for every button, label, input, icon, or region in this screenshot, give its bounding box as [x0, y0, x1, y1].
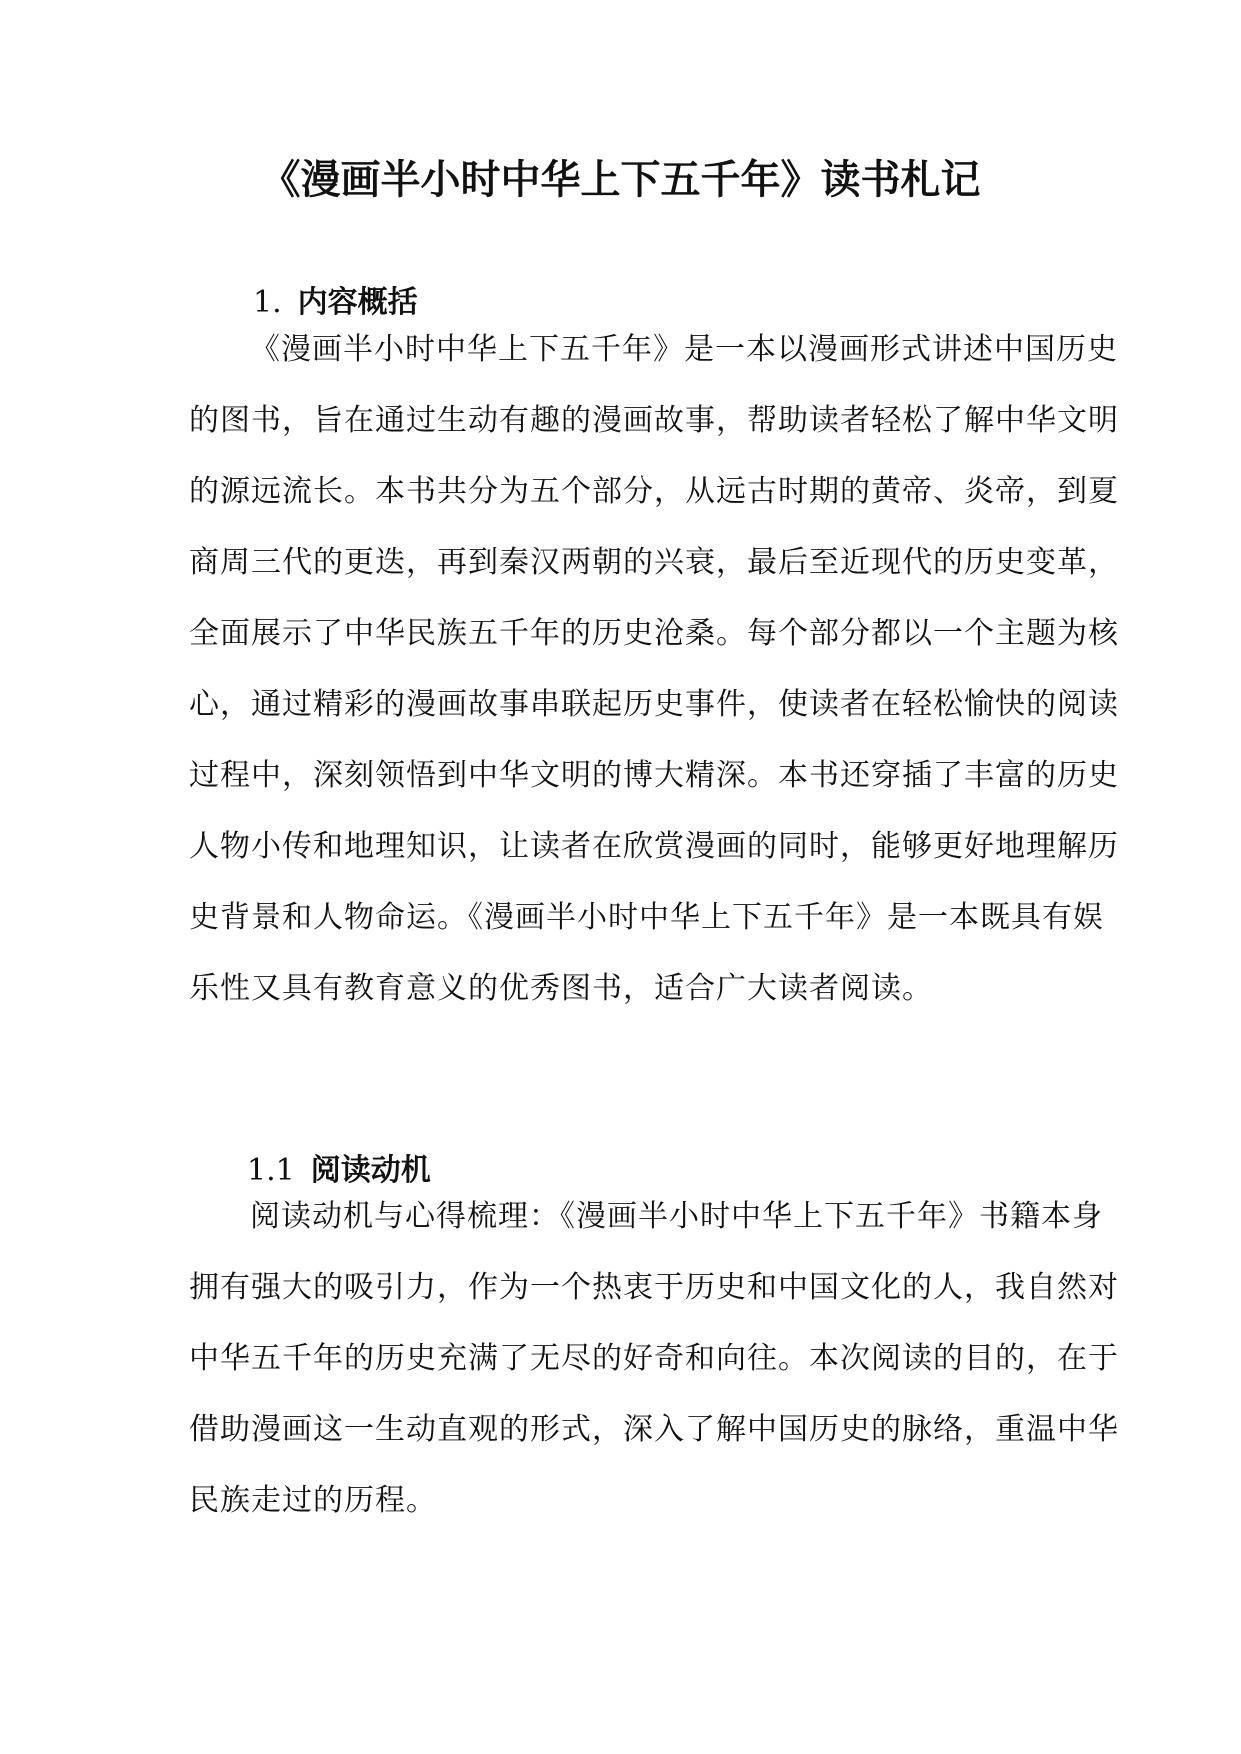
paragraph-line: 阅读动机与心得梳理：《漫画半小时中华上下五千年》书籍本身: [250, 1199, 1103, 1234]
paragraph-line: 全面展示了中华民族五千年的历史沧桑。每个部分都以一个主题为核: [189, 616, 1119, 651]
section-heading-1-1: [247, 1149, 431, 1193]
paragraph-line: 的源远流长。本书共分为五个部分，从远古时期的黄帝、炎帝，到夏: [189, 474, 1119, 509]
paragraph-line: 拥有强大的吸引力，作为一个热衷于历史和中国文化的人，我自然对: [189, 1270, 1119, 1305]
document-title: 《漫画半小时中华上下五千年》读书札记: [260, 156, 981, 203]
section-number: 1.1: [247, 1153, 295, 1188]
section-heading-1: [253, 281, 418, 325]
paragraph-line: 《漫画半小时中华上下五千年》是一本以漫画形式讲述中国历史: [250, 332, 1118, 367]
paragraph-line: 借助漫画这一生动直观的形式，深入了解中国历史的脉络，重温中华: [189, 1412, 1119, 1447]
paragraph-line: 中华五千年的历史充满了无尽的好奇和向往。本次阅读的目的，在于: [189, 1341, 1119, 1376]
paragraph-line: 史背景和人物命运。《漫画半小时中华上下五千年》是一本既具有娱: [189, 900, 1104, 935]
paragraph-line: 民族走过的历程。: [189, 1483, 437, 1518]
paragraph-line: 乐性又具有教育意义的优秀图书，适合广大读者阅读。: [189, 971, 933, 1006]
paragraph-line: 商周三代的更迭，再到秦汉两朝的兴衰，最后至近现代的历史变革，: [189, 545, 1119, 580]
section-title: 阅读动机: [310, 1153, 431, 1188]
paragraph-line: 过程中，深刻领悟到中华文明的博大精深。本书还穿插了丰富的历史: [189, 758, 1119, 793]
section-title: 内容概括: [297, 285, 418, 320]
paragraph-line: 的图书，旨在通过生动有趣的漫画故事，帮助读者轻松了解中华文明: [189, 403, 1119, 438]
paragraph-line: 人物小传和地理知识，让读者在欣赏漫画的同时，能够更好地理解历: [189, 829, 1119, 864]
paragraph-line: 心，通过精彩的漫画故事串联起历史事件，使读者在轻松愉快的阅读: [189, 687, 1119, 722]
section-number: 1.: [253, 285, 282, 320]
